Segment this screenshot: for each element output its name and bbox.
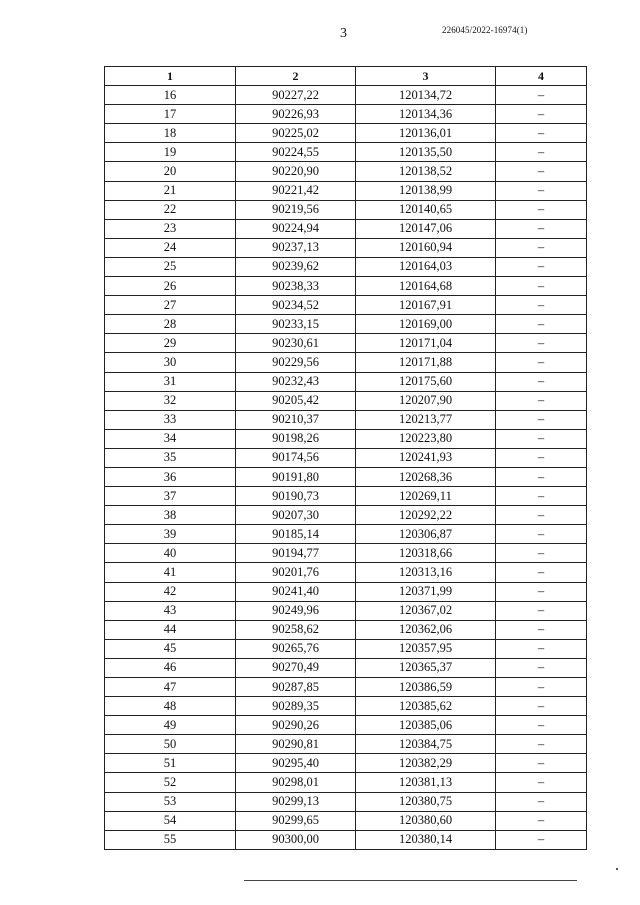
table-row bbox=[105, 219, 587, 238]
table-row bbox=[105, 257, 587, 276]
y-coordinate-cell: 120140,65 bbox=[356, 200, 496, 219]
note-cell: – bbox=[496, 257, 587, 276]
x-coordinate-cell: 90289,35 bbox=[236, 697, 356, 716]
table-row bbox=[105, 525, 587, 544]
row-number-cell: 29 bbox=[105, 334, 236, 353]
note-cell: – bbox=[496, 811, 587, 830]
y-coordinate-cell: 120382,29 bbox=[356, 754, 496, 773]
table-row bbox=[105, 506, 587, 525]
y-coordinate-cell: 120164,68 bbox=[356, 277, 496, 296]
row-number-cell: 17 bbox=[105, 105, 236, 124]
x-coordinate-cell: 90174,56 bbox=[236, 448, 356, 467]
header-cell: 3 bbox=[356, 67, 496, 86]
table-row bbox=[105, 754, 587, 773]
row-number-cell: 43 bbox=[105, 601, 236, 620]
y-coordinate-cell: 120362,06 bbox=[356, 620, 496, 639]
table-row bbox=[105, 811, 587, 830]
table-row bbox=[105, 582, 587, 601]
table-row bbox=[105, 697, 587, 716]
table-row bbox=[105, 181, 587, 200]
y-coordinate-cell: 120138,52 bbox=[356, 162, 496, 181]
table-row bbox=[105, 735, 587, 754]
note-cell: – bbox=[496, 181, 587, 200]
note-cell: – bbox=[496, 773, 587, 792]
y-coordinate-cell: 120380,14 bbox=[356, 830, 496, 849]
y-coordinate-cell: 120138,99 bbox=[356, 181, 496, 200]
table-body bbox=[105, 86, 587, 850]
table-row bbox=[105, 544, 587, 563]
row-number-cell: 24 bbox=[105, 238, 236, 257]
note-cell: – bbox=[496, 658, 587, 677]
note-cell: – bbox=[496, 391, 587, 410]
y-coordinate-cell: 120365,37 bbox=[356, 658, 496, 677]
note-cell: – bbox=[496, 86, 587, 105]
y-coordinate-cell: 120367,02 bbox=[356, 601, 496, 620]
note-cell: – bbox=[496, 334, 587, 353]
x-coordinate-cell: 90287,85 bbox=[236, 678, 356, 697]
y-coordinate-cell: 120147,06 bbox=[356, 219, 496, 238]
row-number-cell: 27 bbox=[105, 296, 236, 315]
x-coordinate-cell: 90210,37 bbox=[236, 410, 356, 429]
x-coordinate-cell: 90220,90 bbox=[236, 162, 356, 181]
x-coordinate-cell: 90229,56 bbox=[236, 353, 356, 372]
y-coordinate-cell: 120381,13 bbox=[356, 773, 496, 792]
note-cell: – bbox=[496, 716, 587, 735]
x-coordinate-cell: 90224,94 bbox=[236, 219, 356, 238]
x-coordinate-cell: 90300,00 bbox=[236, 830, 356, 849]
table-row bbox=[105, 620, 587, 639]
row-number-cell: 44 bbox=[105, 620, 236, 639]
y-coordinate-cell: 120385,62 bbox=[356, 697, 496, 716]
x-coordinate-cell: 90270,49 bbox=[236, 658, 356, 677]
note-cell: – bbox=[496, 754, 587, 773]
table-row bbox=[105, 467, 587, 486]
x-coordinate-cell: 90230,61 bbox=[236, 334, 356, 353]
x-coordinate-cell: 90226,93 bbox=[236, 105, 356, 124]
x-coordinate-cell: 90198,26 bbox=[236, 429, 356, 448]
x-coordinate-cell: 90224,55 bbox=[236, 143, 356, 162]
table-row bbox=[105, 124, 587, 143]
y-coordinate-cell: 120318,66 bbox=[356, 544, 496, 563]
x-coordinate-cell: 90249,96 bbox=[236, 601, 356, 620]
x-coordinate-cell: 90207,30 bbox=[236, 506, 356, 525]
note-cell: – bbox=[496, 448, 587, 467]
table-row bbox=[105, 143, 587, 162]
y-coordinate-cell: 120357,95 bbox=[356, 639, 496, 658]
note-cell: – bbox=[496, 639, 587, 658]
y-coordinate-cell: 120371,99 bbox=[356, 582, 496, 601]
row-number-cell: 20 bbox=[105, 162, 236, 181]
row-number-cell: 22 bbox=[105, 200, 236, 219]
note-cell: – bbox=[496, 506, 587, 525]
table-row bbox=[105, 296, 587, 315]
note-cell: – bbox=[496, 277, 587, 296]
x-coordinate-cell: 90219,56 bbox=[236, 200, 356, 219]
x-coordinate-cell: 90201,76 bbox=[236, 563, 356, 582]
x-coordinate-cell: 90190,73 bbox=[236, 487, 356, 506]
note-cell: – bbox=[496, 296, 587, 315]
y-coordinate-cell: 120160,94 bbox=[356, 238, 496, 257]
note-cell: – bbox=[496, 105, 587, 124]
table-row bbox=[105, 334, 587, 353]
x-coordinate-cell: 90234,52 bbox=[236, 296, 356, 315]
y-coordinate-cell: 120292,22 bbox=[356, 506, 496, 525]
row-number-cell: 28 bbox=[105, 315, 236, 334]
row-number-cell: 50 bbox=[105, 735, 236, 754]
x-coordinate-cell: 90239,62 bbox=[236, 257, 356, 276]
row-number-cell: 47 bbox=[105, 678, 236, 697]
note-cell: – bbox=[496, 315, 587, 334]
y-coordinate-cell: 120385,06 bbox=[356, 716, 496, 735]
header-cell: 2 bbox=[236, 67, 356, 86]
y-coordinate-cell: 120213,77 bbox=[356, 410, 496, 429]
row-number-cell: 41 bbox=[105, 563, 236, 582]
y-coordinate-cell: 120171,04 bbox=[356, 334, 496, 353]
y-coordinate-cell: 120207,90 bbox=[356, 391, 496, 410]
table-row bbox=[105, 277, 587, 296]
row-number-cell: 32 bbox=[105, 391, 236, 410]
x-coordinate-cell: 90299,13 bbox=[236, 792, 356, 811]
x-coordinate-cell: 90221,42 bbox=[236, 181, 356, 200]
note-cell: – bbox=[496, 219, 587, 238]
x-coordinate-cell: 90227,22 bbox=[236, 86, 356, 105]
table-row bbox=[105, 639, 587, 658]
row-number-cell: 42 bbox=[105, 582, 236, 601]
table-header bbox=[105, 67, 587, 86]
row-number-cell: 39 bbox=[105, 525, 236, 544]
row-number-cell: 34 bbox=[105, 429, 236, 448]
note-cell: – bbox=[496, 487, 587, 506]
y-coordinate-cell: 120164,03 bbox=[356, 257, 496, 276]
row-number-cell: 25 bbox=[105, 257, 236, 276]
note-cell: – bbox=[496, 467, 587, 486]
row-number-cell: 48 bbox=[105, 697, 236, 716]
row-number-cell: 36 bbox=[105, 467, 236, 486]
y-coordinate-cell: 120380,60 bbox=[356, 811, 496, 830]
table-row bbox=[105, 315, 587, 334]
note-cell: – bbox=[496, 238, 587, 257]
note-cell: – bbox=[496, 563, 587, 582]
note-cell: – bbox=[496, 792, 587, 811]
x-coordinate-cell: 90185,14 bbox=[236, 525, 356, 544]
x-coordinate-cell: 90290,81 bbox=[236, 735, 356, 754]
x-coordinate-cell: 90258,62 bbox=[236, 620, 356, 639]
x-coordinate-cell: 90241,40 bbox=[236, 582, 356, 601]
x-coordinate-cell: 90237,13 bbox=[236, 238, 356, 257]
document-reference: 226045/2022-16974(1) bbox=[442, 25, 528, 35]
note-cell: – bbox=[496, 410, 587, 429]
row-number-cell: 51 bbox=[105, 754, 236, 773]
note-cell: – bbox=[496, 601, 587, 620]
note-cell: – bbox=[496, 143, 587, 162]
row-number-cell: 30 bbox=[105, 353, 236, 372]
row-number-cell: 49 bbox=[105, 716, 236, 735]
table-row bbox=[105, 372, 587, 391]
page-number: 3 bbox=[340, 26, 347, 41]
y-coordinate-cell: 120135,50 bbox=[356, 143, 496, 162]
x-coordinate-cell: 90298,01 bbox=[236, 773, 356, 792]
x-coordinate-cell: 90238,33 bbox=[236, 277, 356, 296]
row-number-cell: 33 bbox=[105, 410, 236, 429]
y-coordinate-cell: 120169,00 bbox=[356, 315, 496, 334]
y-coordinate-cell: 120134,72 bbox=[356, 86, 496, 105]
coordinates-table bbox=[104, 66, 587, 850]
table-row bbox=[105, 487, 587, 506]
table-row bbox=[105, 391, 587, 410]
note-cell: – bbox=[496, 162, 587, 181]
y-coordinate-cell: 120167,91 bbox=[356, 296, 496, 315]
table-row bbox=[105, 830, 587, 849]
y-coordinate-cell: 120136,01 bbox=[356, 124, 496, 143]
y-coordinate-cell: 120268,36 bbox=[356, 467, 496, 486]
y-coordinate-cell: 120171,88 bbox=[356, 353, 496, 372]
note-cell: – bbox=[496, 620, 587, 639]
x-coordinate-cell: 90225,02 bbox=[236, 124, 356, 143]
note-cell: – bbox=[496, 353, 587, 372]
x-coordinate-cell: 90265,76 bbox=[236, 639, 356, 658]
note-cell: – bbox=[496, 735, 587, 754]
header-cell: 4 bbox=[496, 67, 587, 86]
note-cell: – bbox=[496, 124, 587, 143]
y-coordinate-cell: 120306,87 bbox=[356, 525, 496, 544]
row-number-cell: 45 bbox=[105, 639, 236, 658]
y-coordinate-cell: 120134,36 bbox=[356, 105, 496, 124]
note-cell: – bbox=[496, 678, 587, 697]
x-coordinate-cell: 90194,77 bbox=[236, 544, 356, 563]
row-number-cell: 46 bbox=[105, 658, 236, 677]
x-coordinate-cell: 90205,42 bbox=[236, 391, 356, 410]
x-coordinate-cell: 90295,40 bbox=[236, 754, 356, 773]
table-row bbox=[105, 410, 587, 429]
x-coordinate-cell: 90299,65 bbox=[236, 811, 356, 830]
row-number-cell: 55 bbox=[105, 830, 236, 849]
x-coordinate-cell: 90232,43 bbox=[236, 372, 356, 391]
y-coordinate-cell: 120386,59 bbox=[356, 678, 496, 697]
table-row bbox=[105, 86, 587, 105]
table-row bbox=[105, 162, 587, 181]
row-number-cell: 54 bbox=[105, 811, 236, 830]
row-number-cell: 37 bbox=[105, 487, 236, 506]
note-cell: – bbox=[496, 200, 587, 219]
y-coordinate-cell: 120223,80 bbox=[356, 429, 496, 448]
table-row bbox=[105, 105, 587, 124]
table-row bbox=[105, 563, 587, 582]
y-coordinate-cell: 120384,75 bbox=[356, 735, 496, 754]
note-cell: – bbox=[496, 830, 587, 849]
row-number-cell: 53 bbox=[105, 792, 236, 811]
note-cell: – bbox=[496, 372, 587, 391]
table-row bbox=[105, 200, 587, 219]
x-coordinate-cell: 90191,80 bbox=[236, 467, 356, 486]
scan-speck bbox=[616, 868, 618, 870]
header-cell: 1 bbox=[105, 67, 236, 86]
note-cell: – bbox=[496, 582, 587, 601]
table-row bbox=[105, 448, 587, 467]
row-number-cell: 23 bbox=[105, 219, 236, 238]
row-number-cell: 26 bbox=[105, 277, 236, 296]
row-number-cell: 35 bbox=[105, 448, 236, 467]
table-row bbox=[105, 429, 587, 448]
table-row bbox=[105, 238, 587, 257]
table-row bbox=[105, 773, 587, 792]
row-number-cell: 21 bbox=[105, 181, 236, 200]
y-coordinate-cell: 120175,60 bbox=[356, 372, 496, 391]
header-row bbox=[105, 67, 587, 86]
x-coordinate-cell: 90290,26 bbox=[236, 716, 356, 735]
row-number-cell: 19 bbox=[105, 143, 236, 162]
row-number-cell: 52 bbox=[105, 773, 236, 792]
row-number-cell: 16 bbox=[105, 86, 236, 105]
row-number-cell: 18 bbox=[105, 124, 236, 143]
note-cell: – bbox=[496, 697, 587, 716]
note-cell: – bbox=[496, 525, 587, 544]
table-row bbox=[105, 658, 587, 677]
table-row bbox=[105, 678, 587, 697]
table-row bbox=[105, 792, 587, 811]
note-cell: – bbox=[496, 429, 587, 448]
y-coordinate-cell: 120269,11 bbox=[356, 487, 496, 506]
row-number-cell: 40 bbox=[105, 544, 236, 563]
y-coordinate-cell: 120241,93 bbox=[356, 448, 496, 467]
table-row bbox=[105, 353, 587, 372]
y-coordinate-cell: 120313,16 bbox=[356, 563, 496, 582]
table-row bbox=[105, 601, 587, 620]
row-number-cell: 38 bbox=[105, 506, 236, 525]
x-coordinate-cell: 90233,15 bbox=[236, 315, 356, 334]
note-cell: – bbox=[496, 544, 587, 563]
row-number-cell: 31 bbox=[105, 372, 236, 391]
y-coordinate-cell: 120380,75 bbox=[356, 792, 496, 811]
table-row bbox=[105, 716, 587, 735]
footer-divider bbox=[244, 880, 577, 881]
